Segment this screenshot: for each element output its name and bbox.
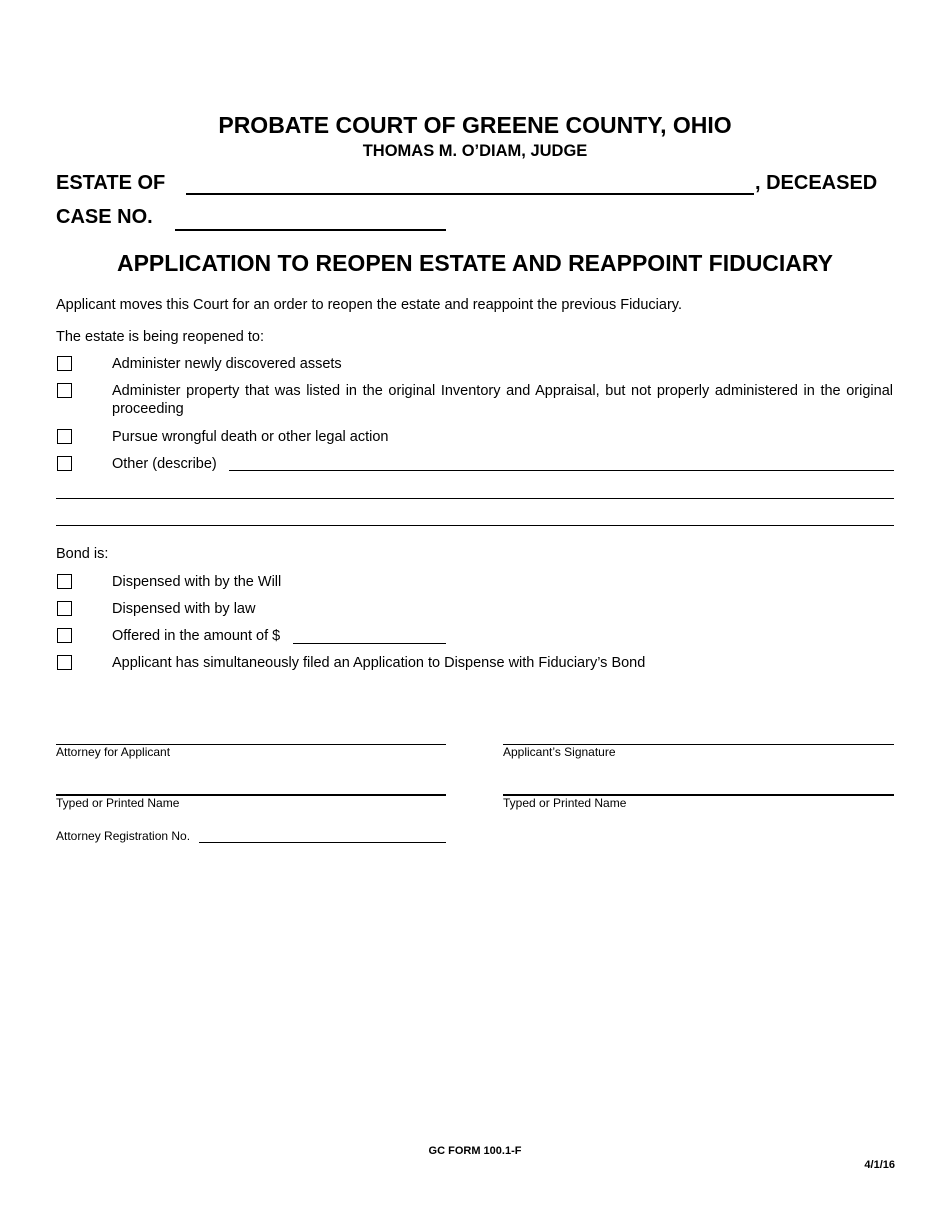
checkbox-bond-offered[interactable] — [57, 628, 72, 643]
other-describe-line-2[interactable] — [56, 498, 894, 499]
typed-name-label-right: Typed or Printed Name — [503, 796, 627, 810]
deceased-label: , DECEASED — [755, 172, 878, 194]
checkbox-newly-discovered-assets[interactable] — [57, 356, 72, 371]
typed-name-label-left: Typed or Printed Name — [56, 796, 180, 810]
bond-heading: Bond is: — [56, 546, 109, 562]
bond-amount-field[interactable] — [293, 643, 446, 644]
option-other: Other (describe) — [112, 456, 217, 472]
checkbox-wrongful-death[interactable] — [57, 429, 72, 444]
estate-of-label: ESTATE OF — [56, 172, 166, 194]
attorney-registration-field[interactable] — [199, 842, 446, 843]
checkbox-property-not-administered[interactable] — [57, 383, 72, 398]
applicant-signature-label: Applicant’s Signature — [503, 745, 616, 759]
reopen-heading: The estate is being reopened to: — [56, 329, 264, 345]
form-title: APPLICATION TO REOPEN ESTATE AND REAPPOINT FIDUCIARY — [116, 250, 834, 276]
option-bond-simultaneous-application: Applicant has simultaneously filed an Application to Dispense with Fiduciary’s Bond — [112, 655, 646, 671]
checkbox-bond-dispensed-law[interactable] — [57, 601, 72, 616]
form-date: 4/1/16 — [864, 1159, 895, 1171]
other-describe-field[interactable] — [229, 470, 894, 471]
option-property-not-administered: Administer property that was listed in the original Inventory and Appraisal, but not properly administered in the original proceeding — [112, 383, 893, 417]
checkbox-bond-simultaneous-application[interactable] — [57, 655, 72, 670]
attorney-for-applicant-label: Attorney for Applicant — [56, 745, 171, 759]
court-name: PROBATE COURT OF GREENE COUNTY, OHIO — [218, 112, 732, 138]
option-wrongful-death: Pursue wrongful death or other legal action — [112, 429, 389, 445]
judge-name: THOMAS M. O’DIAM, JUDGE — [362, 142, 588, 160]
option-bond-dispensed-will: Dispensed with by the Will — [112, 574, 282, 590]
case-no-field[interactable] — [175, 229, 446, 231]
estate-name-field[interactable] — [186, 193, 754, 195]
attorney-registration-label: Attorney Registration No. — [56, 829, 191, 843]
checkbox-other[interactable] — [57, 456, 72, 471]
option-newly-discovered-assets: Administer newly discovered assets — [112, 356, 342, 372]
checkbox-bond-dispensed-will[interactable] — [57, 574, 72, 589]
form-number: GC FORM 100.1-F — [428, 1145, 522, 1157]
option-bond-offered: Offered in the amount of $ — [112, 628, 281, 644]
case-no-label: CASE NO. — [56, 206, 153, 228]
other-describe-line-3[interactable] — [56, 525, 894, 526]
intro-text: Applicant moves this Court for an order to reopen the estate and reappoint the previous Fiduciary. — [56, 297, 682, 313]
option-bond-dispensed-law: Dispensed with by law — [112, 601, 256, 617]
